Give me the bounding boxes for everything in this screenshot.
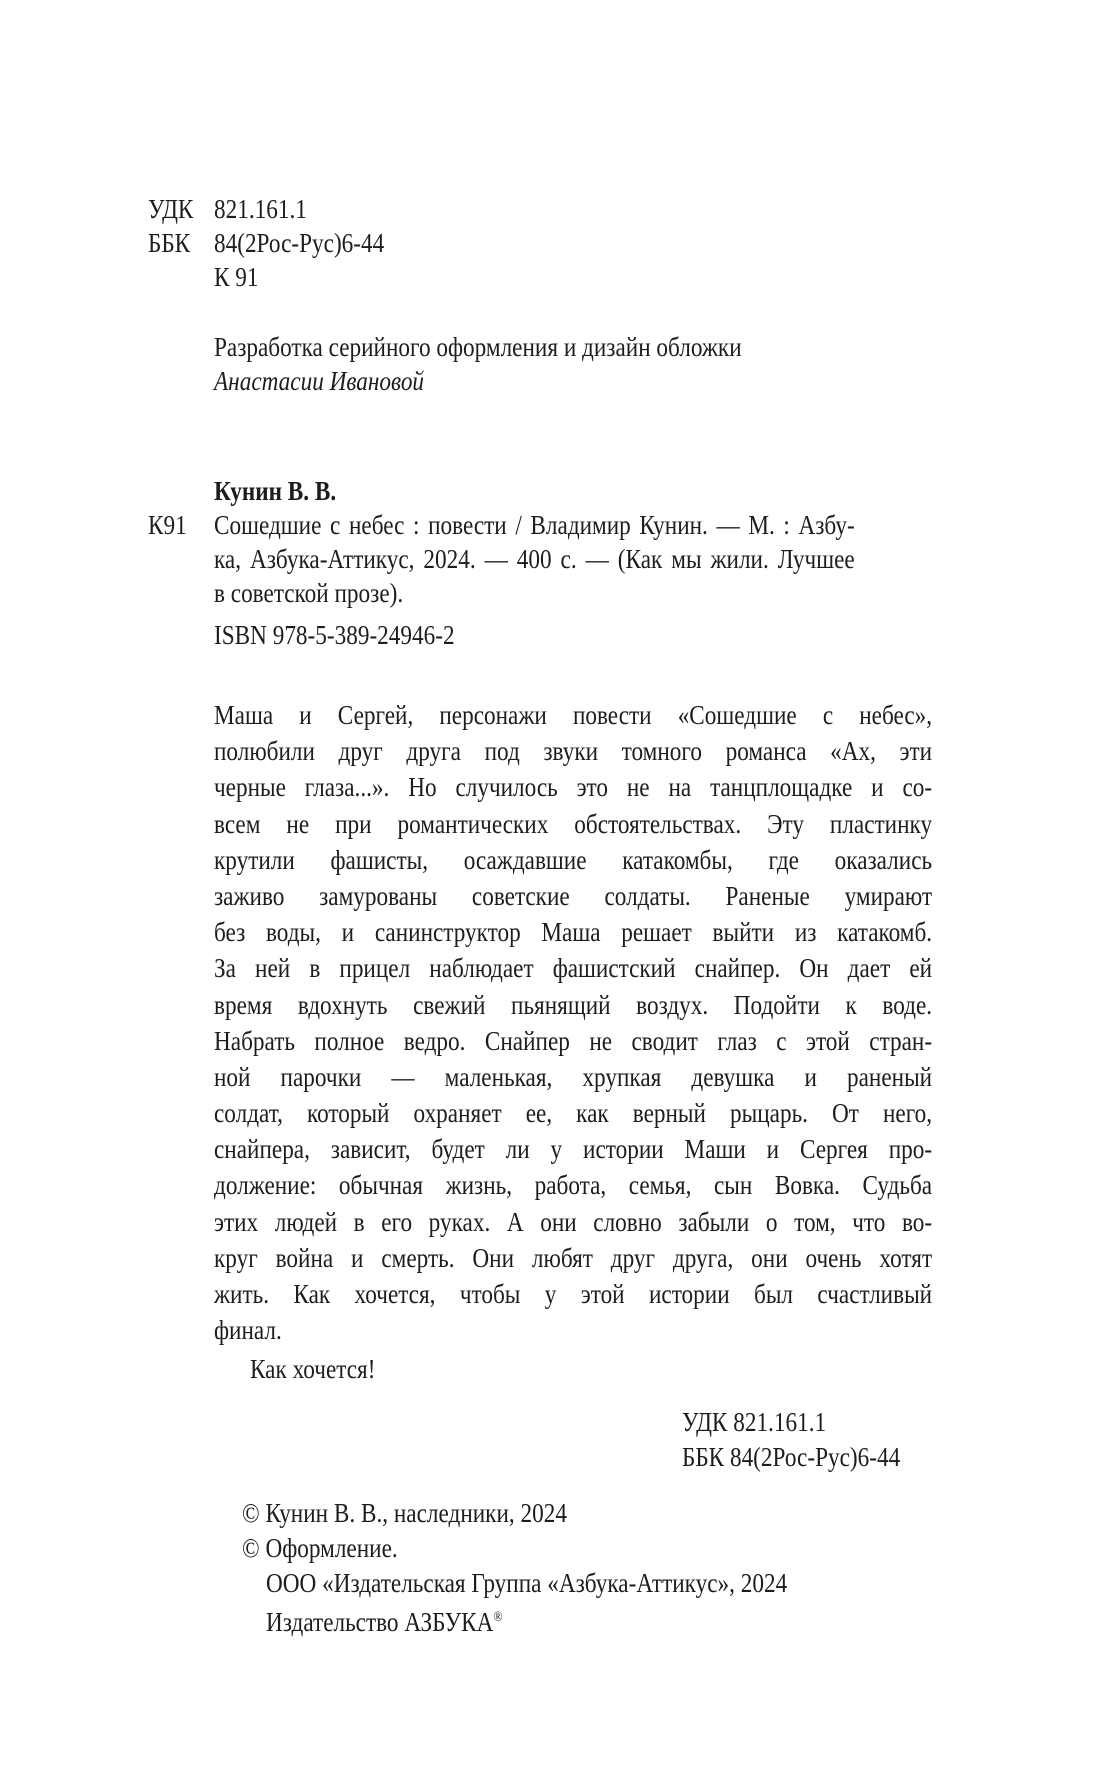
catalog-mark: К91 — [148, 510, 187, 540]
copyright-author: © Кунин В. В., наследники, 2024 — [242, 1498, 567, 1528]
catalog-author: Кунин В. В. — [214, 476, 337, 506]
copyright-publisher-row — [266, 1566, 872, 1600]
annotation-closing: Как хочется! — [250, 1354, 376, 1384]
udk-label: УДК — [148, 194, 194, 224]
catalog-mark-row — [148, 508, 193, 542]
registered-mark: ® — [493, 1610, 503, 1625]
copyright-design: © Оформление. — [242, 1533, 398, 1563]
annotation-line: солдат, который охраняет ее, как верный рыцарь. От него, — [214, 1098, 933, 1129]
annotation-line: жить. Как хочется, чтобы у этой истории был счастливый — [214, 1279, 933, 1309]
udk-row — [148, 192, 201, 226]
annotation-closing-row — [250, 1352, 396, 1386]
footer-bbk-row — [682, 1440, 936, 1474]
annotation-line: без воды, и санинструктор Маша решает выйти из катакомб. — [214, 917, 933, 948]
catalog-line: Сошедшие с небес : повести / Владимир Кунин. — М. : Азбу- — [214, 510, 855, 540]
udk-value: 821.161.1 — [214, 194, 307, 224]
annotation-line: полюбили друг друга под звуки томного романса «Ах, эти — [214, 736, 933, 767]
catalog-line: в советской прозе). — [214, 578, 404, 608]
bbk-value: 84(2Рос-Рус)6-44 — [214, 228, 385, 258]
publisher-name: Издательство АЗБУКА — [266, 1607, 494, 1637]
annotation-line: должение: обычная жизнь, работа, семья, сын Вовка. Судьба — [214, 1170, 933, 1201]
annotation-line: круг война и смерть. Они любят друг друга, они очень хотят — [214, 1242, 933, 1273]
isbn-row — [214, 618, 494, 652]
catalog-line: ка, Азбука-Аттикус, 2024. — 400 с. — (Как мы жили. Лучшее — [214, 544, 855, 574]
annotation-line: время вдохнуть свежий пьянящий воздух. Подойти к воде. — [214, 989, 933, 1020]
udk-value-row — [214, 192, 322, 226]
designer-row — [214, 364, 458, 398]
bbk-row — [148, 226, 197, 260]
publisher-name-row — [266, 1601, 541, 1635]
isbn: ISBN 978-5-389-24946-2 — [214, 620, 455, 650]
catalog-author-row — [214, 474, 356, 508]
annotation-line: черные глаза...». Но случилось это не на танцплощадке и со- — [214, 772, 933, 803]
annotation-line: ной парочки — маленькая, хрупкая девушка и раненый — [214, 1061, 933, 1092]
catalog-description — [214, 508, 959, 610]
copyright-design-row — [242, 1531, 423, 1565]
copyright-author-row — [242, 1496, 620, 1530]
annotation-line: Набрать полное ведро. Снайпер не сводит глаз с этой стран- — [214, 1025, 933, 1056]
footer-udk-row — [682, 1405, 850, 1439]
annotation-line: Маша и Сергей, персонажи повести «Сошедшие с небес», — [214, 700, 933, 730]
annotation-line: За ней в прицел наблюдает фашистский снайпер. Он дает ей — [214, 953, 933, 984]
footer-bbk: ББК 84(2Рос-Рус)6-44 — [682, 1442, 901, 1472]
annotation-line: финал. — [214, 1315, 282, 1346]
author-mark-row — [214, 260, 266, 294]
annotation-line: этих людей в его руках. А они словно забыли о том, что во- — [214, 1206, 933, 1237]
bbk-value-row — [214, 226, 412, 260]
annotation-line: всем не при романтических обстоятельствах. Эту пластинку — [214, 808, 933, 839]
annotation-line: снайпера, зависит, будет ли у истории Маши и Сергея про- — [214, 1134, 933, 1165]
annotation-line: крутили фашисты, осаждавшие катакомбы, где оказались — [214, 844, 933, 875]
publisher-name-wrap — [266, 1601, 503, 1639]
copyright-publisher: ООО «Издательская Группа «Азбука-Аттикус», 2024 — [266, 1568, 788, 1598]
bbk-label: ББК — [148, 228, 191, 258]
design-credit — [214, 330, 828, 364]
annotation-line: заживо замурованы советские солдаты. Раненые умирают — [214, 880, 933, 911]
annotation — [214, 700, 1049, 1351]
design-credit-text: Разработка серийного оформления и дизайн обложки — [214, 332, 742, 362]
footer-udk: УДК 821.161.1 — [682, 1407, 827, 1437]
author-mark: К 91 — [214, 262, 259, 292]
designer-name: Анастасии Ивановой — [214, 366, 425, 396]
